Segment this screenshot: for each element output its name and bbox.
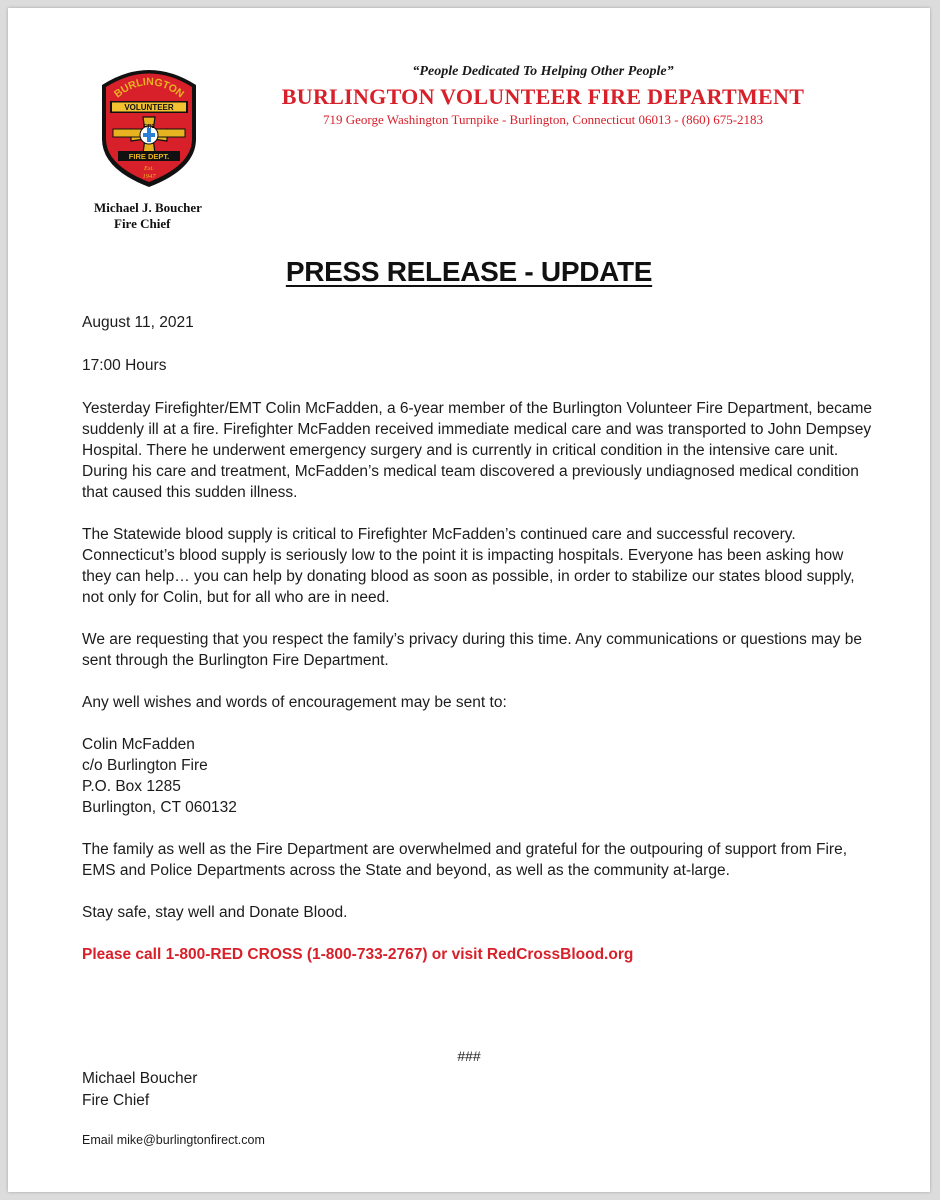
signoff-title: Fire Chief <box>82 1092 150 1109</box>
paragraph-stay-safe: Stay safe, stay well and Donate Blood. <box>82 904 348 921</box>
chief-title: Fire Chief <box>114 216 171 231</box>
signoff-block <box>82 1068 197 1112</box>
release-date: August 11, 2021 <box>82 314 194 331</box>
release-time: 17:00 Hours <box>82 357 167 374</box>
end-mark: ### <box>457 1048 481 1064</box>
badge-banner-text: VOLUNTEER <box>124 103 174 112</box>
signoff-name: Michael Boucher <box>82 1070 198 1087</box>
letterhead-chief-block <box>94 200 244 232</box>
paragraph-well-wishes: Any well wishes and words of encouragement may be sent to: <box>82 694 507 711</box>
press-release-page <box>8 8 930 1192</box>
paragraph-privacy: We are requesting that you respect the family’s privacy during this time. Any communications or questions may be sent through the Burlington Fire Department. <box>82 631 862 669</box>
contact-email: Email mike@burlingtonfirect.com <box>82 1133 265 1147</box>
department-tagline: “People Dedicated To Helping Other People” <box>412 64 674 79</box>
badge-year-text: 1947 <box>142 173 156 180</box>
address-line: c/o Burlington Fire <box>82 757 208 774</box>
address-line: Colin McFadden <box>82 736 195 753</box>
badge-top-text: BURLINGTON <box>111 75 187 101</box>
badge-fire-text: FIRE <box>143 124 155 130</box>
mailing-address <box>82 734 872 818</box>
chief-name: Michael J. Boucher <box>94 200 202 215</box>
badge-dept-text: FIRE DEPT. <box>128 152 170 161</box>
paragraph-gratitude: The family as well as the Fire Department are overwhelmed and grateful for the outpouring of support from Fire, EMS and Police Departments across the State and beyond, as well as the community at-large. <box>82 841 848 879</box>
press-release-body <box>82 312 872 965</box>
address-line: Burlington, CT 060132 <box>82 799 237 816</box>
press-release-title-block <box>8 256 930 288</box>
department-name: BURLINGTON VOLUNTEER FIRE DEPARTMENT <box>281 84 805 109</box>
press-release-title: PRESS RELEASE - UPDATE <box>285 256 653 287</box>
fire-department-badge-icon <box>94 61 204 189</box>
paragraph-incident: Yesterday Firefighter/EMT Colin McFadden, a 6-year member of the Burlington Volunteer Fire Department, became suddenly ill at a fire. Firefighter McFadden received immediate medical care and was transported to John Dempsey Hospital. There he underwent emergency surgery and is currently in critical condition in the intensive care unit. During his care and treatment, McFadden’s medical team discovered a previously undiagnosed medical condition that caused this sudden illness. <box>82 400 873 501</box>
badge-est-text: Est. <box>144 165 154 172</box>
department-address: 719 George Washington Turnpike - Burlington, Connecticut 06013 - (860) 675-2183 <box>322 112 764 127</box>
address-line: P.O. Box 1285 <box>82 778 181 795</box>
paragraph-blood-supply: The Statewide blood supply is critical to Firefighter McFadden’s continued care and successful recovery. Connecticut’s blood supply is seriously low to the point it is impacting hospitals. Everyone has been asking how they can help… you can help by donating blood as soon as possible, in order to stabilize our states blood supply, not only for Colin, but for all who are in need. <box>82 526 855 606</box>
red-cross-call-to-action: Please call 1-800-RED CROSS (1-800-733-2767) or visit RedCrossBlood.org <box>82 946 634 963</box>
